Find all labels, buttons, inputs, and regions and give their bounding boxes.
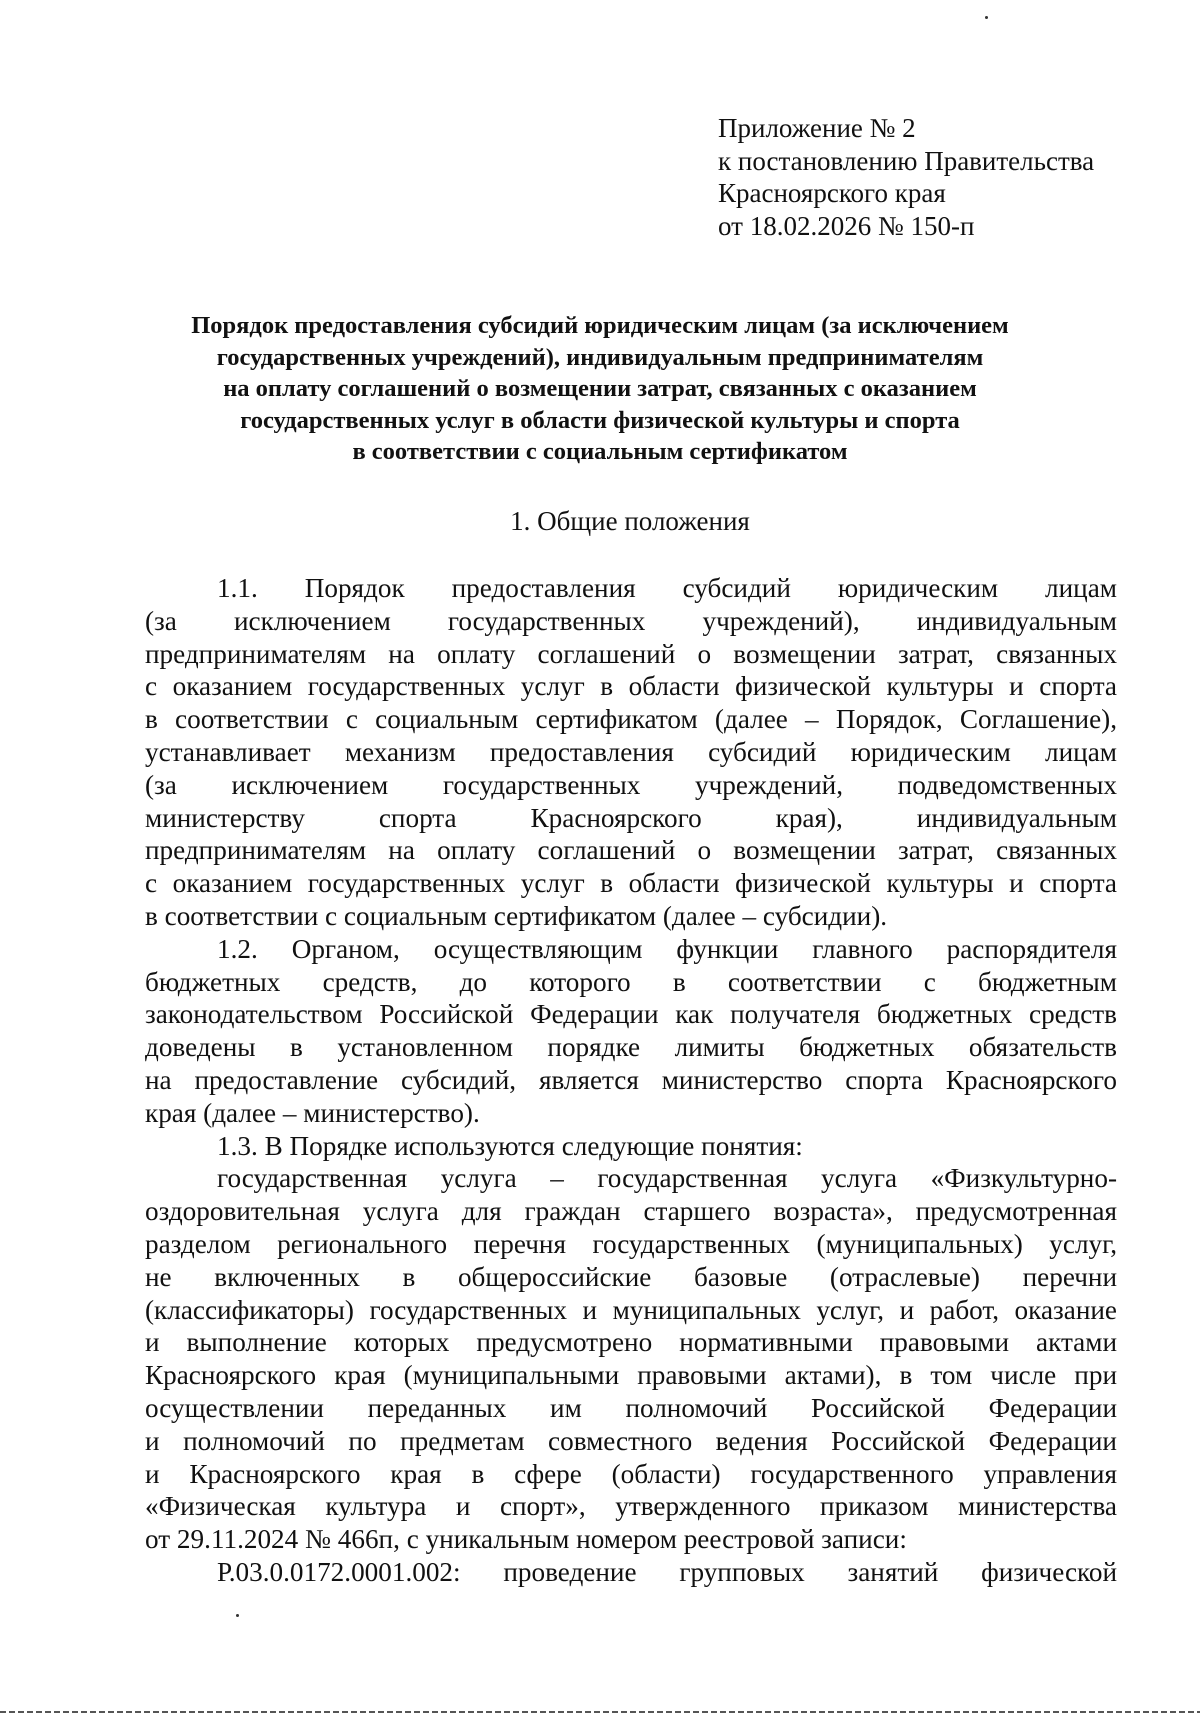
paragraph-line: от 29.11.2024 № 466п, с уникальным номером реестровой записи: xyxy=(145,1524,907,1555)
paragraph-line: и полномочий по предметам совместного ведения Российской Федерации xyxy=(145,1425,1117,1456)
title-line: государственных услуг в области физической культуры и спорта xyxy=(240,406,960,434)
paragraph-line: (за исключением государственных учреждений), индивидуальным xyxy=(145,605,1117,636)
title-line: государственных учреждений), индивидуальным предпринимателям xyxy=(216,343,984,371)
appendix-reference xyxy=(718,112,1094,242)
paragraph-line: в соответствии с социальным сертификатом (далее – Порядок, Соглашение), xyxy=(145,704,1117,735)
paragraph-line: 1.2. Органом, осуществляющим функции главного распорядителя xyxy=(217,933,1117,964)
paragraph-line: и выполнение которых предусмотрено нормативными правовыми актами xyxy=(145,1327,1117,1358)
paragraph-line: 1.3. В Порядке используются следующие понятия: xyxy=(217,1130,803,1161)
paragraph-line: (за исключением государственных учреждений, подведомственных xyxy=(145,769,1117,800)
paragraph-line: устанавливает механизм предоставления субсидий юридическим лицам xyxy=(145,736,1117,767)
paragraph-1-1 xyxy=(145,572,1117,933)
scan-speck xyxy=(985,16,988,19)
paragraph-line: (классификаторы) государственных и муниципальных услуг, и работ, оказание xyxy=(145,1294,1117,1325)
paragraph-line: осуществлении переданных им полномочий Российской Федерации xyxy=(145,1392,1117,1423)
appendix-line: к постановлению Правительства xyxy=(718,145,1095,176)
paragraph-line: края (далее – министерство). xyxy=(145,1097,480,1128)
paragraph-line: доведены в установленном порядке лимиты бюджетных обязательств xyxy=(145,1032,1117,1063)
paragraph-line: Р.03.0.0172.0001.002: проведение групповых занятий физической xyxy=(217,1556,1117,1587)
paragraph-line: на предоставление субсидий, является министерство спорта Красноярского xyxy=(145,1064,1117,1095)
paragraph-line: Красноярского края (муниципальными правовыми актами), в том числе при xyxy=(145,1360,1117,1391)
paragraph-definition xyxy=(145,1162,1117,1556)
title-line: на оплату соглашений о возмещении затрат, связанных с оказанием xyxy=(223,375,977,402)
title-line: в соответствии с социальным сертификатом xyxy=(352,438,848,465)
paragraph-line: министерству спорта Красноярского края), индивидуальным xyxy=(145,802,1117,833)
paragraph-registry-entry xyxy=(145,1556,1117,1589)
paragraph-1-3 xyxy=(145,1130,1117,1163)
paragraph-line: разделом регионального перечня государственных (муниципальных) услуг, xyxy=(145,1228,1117,1259)
paragraph-1-2 xyxy=(145,933,1117,1130)
section-heading: 1. Общие положения xyxy=(510,506,750,536)
appendix-line: Красноярского края xyxy=(718,178,946,208)
paragraph-line: оздоровительная услуга для граждан старшего возраста», предусмотренная xyxy=(145,1196,1117,1227)
appendix-line: от 18.02.2026 № 150-п xyxy=(718,210,975,241)
paragraph-line: с оказанием государственных услуг в области физической культуры и спорта xyxy=(145,671,1117,702)
paragraph-line: «Физическая культура и спорт», утвержденного приказом министерства xyxy=(145,1491,1117,1522)
paragraph-line: с оказанием государственных услуг в области физической культуры и спорта xyxy=(145,868,1117,899)
paragraph-line: государственная услуга – государственная услуга «Физкультурно- xyxy=(217,1163,1117,1194)
appendix-line: Приложение № 2 xyxy=(718,113,916,143)
paragraph-line: предпринимателям на оплату соглашений о возмещении затрат, связанных xyxy=(145,638,1117,669)
paragraph-line: 1.1. Порядок предоставления субсидий юридическим лицам xyxy=(217,573,1117,603)
paragraph-line: не включенных в общероссийские базовые (отраслевые) перечни xyxy=(145,1261,1117,1292)
body-text xyxy=(145,572,1117,1589)
title-line: Порядок предоставления субсидий юридическим лицам (за исключением xyxy=(191,312,1009,339)
document-title xyxy=(130,310,1070,468)
paragraph-line: в соответствии с социальным сертификатом (далее – субсидии). xyxy=(145,900,888,931)
paragraph-line: и Красноярского края в сфере (области) государственного управления xyxy=(145,1458,1117,1489)
paragraph-line: законодательством Российской Федерации как получателя бюджетных средств xyxy=(145,999,1117,1030)
paragraph-line: бюджетных средств, до которого в соответствии с бюджетным xyxy=(145,966,1117,997)
scan-speck xyxy=(236,1614,239,1617)
scan-edge-line xyxy=(0,1711,1200,1713)
paragraph-line: предпринимателям на оплату соглашений о возмещении затрат, связанных xyxy=(145,835,1117,866)
